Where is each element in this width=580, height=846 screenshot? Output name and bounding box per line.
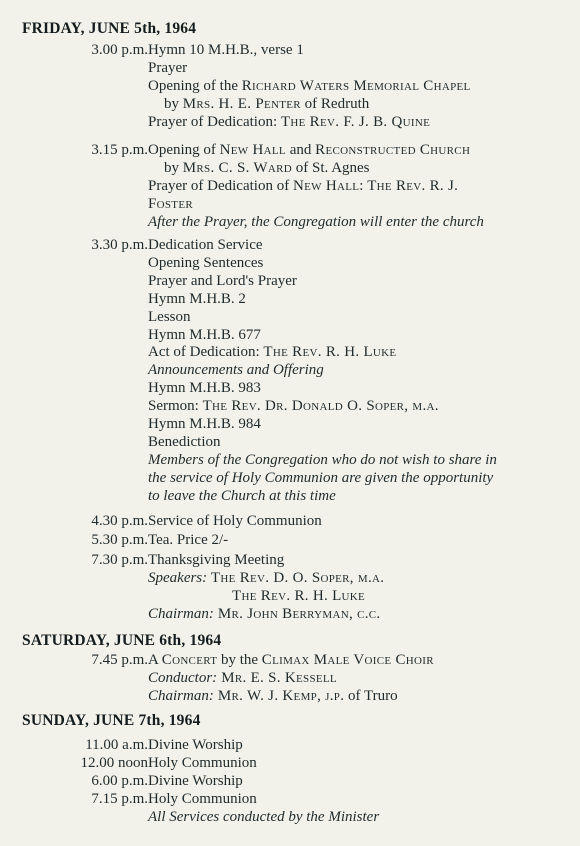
programme-line <box>148 652 434 669</box>
programme-row <box>0 362 580 380</box>
programme-line <box>148 488 336 505</box>
programme-row <box>0 513 580 531</box>
line-segment: Holy Communion <box>148 755 257 771</box>
line-segment: All Services conducted by the Minister <box>148 808 380 825</box>
line-segment: Hymn M.H.B. 677 <box>148 326 261 343</box>
programme-line <box>148 470 493 487</box>
programme-row <box>0 755 580 773</box>
line-segment: Prayer of Dedication of <box>148 177 293 194</box>
programme-row <box>0 773 580 791</box>
programme-line <box>148 570 384 587</box>
programme-line <box>148 532 228 549</box>
programme-row <box>0 434 580 452</box>
programme-row <box>0 196 580 214</box>
line-segment: Service of Holy Communion <box>148 513 322 529</box>
line-segment: Chairman: <box>148 605 214 622</box>
programme-line <box>148 688 398 705</box>
programme-line <box>164 160 370 177</box>
event-time: 6.00 p.m. <box>91 773 148 789</box>
line-segment: Mr. E. S. Kessell <box>217 669 337 686</box>
line-segment: of St. Agnes <box>292 159 370 176</box>
programme-line <box>148 255 263 272</box>
programme-line <box>148 178 458 195</box>
programme-line <box>148 380 261 397</box>
event-time: 12.00 noon <box>80 755 148 771</box>
programme-line <box>148 809 379 826</box>
line-segment: Mrs. C. S. Ward <box>182 159 293 176</box>
line-segment: Dedication Service <box>148 237 263 253</box>
programme-line <box>148 42 304 59</box>
line-segment: Hymn M.H.B. 2 <box>148 290 246 307</box>
programme-row <box>0 327 580 345</box>
programme-row <box>0 291 580 309</box>
line-segment: Hymn M.H.B. 983 <box>148 380 261 397</box>
programme-line <box>148 737 243 754</box>
programme-row <box>0 214 580 232</box>
line-segment: Mr. John Berryman, c.c. <box>213 605 381 622</box>
programme-row <box>0 737 580 755</box>
programme-row <box>0 380 580 398</box>
programme-row <box>0 273 580 291</box>
line-segment: Foster <box>148 195 193 212</box>
programme-line <box>148 60 187 77</box>
programme-row <box>0 606 580 624</box>
programme-row <box>0 142 580 160</box>
programme-row <box>0 452 580 470</box>
line-segment: by the <box>217 652 262 668</box>
programme-line <box>148 552 284 569</box>
event-time: 7.45 p.m. <box>91 652 148 668</box>
line-segment: Sermon: <box>148 398 203 415</box>
line-segment: Announcements and Offering <box>148 362 324 379</box>
line-segment: New Hall <box>219 142 286 158</box>
event-time: 7.15 p.m. <box>91 791 148 807</box>
line-segment: Hymn M.H.B. 984 <box>148 416 261 432</box>
line-segment: Reconstructed Church <box>315 142 471 158</box>
programme-row <box>0 237 580 255</box>
event-time: 5.30 p.m. <box>91 532 148 548</box>
programme-line <box>148 327 261 344</box>
line-segment: Holy Communion <box>148 791 257 807</box>
programme-line <box>148 237 263 254</box>
line-segment: the service of Holy Communion are given the opportunity <box>148 469 494 486</box>
programme-row <box>0 470 580 488</box>
programme-line <box>148 773 243 790</box>
line-segment: of Redruth <box>300 95 370 112</box>
programme-row <box>0 344 580 362</box>
programme-row <box>0 809 580 827</box>
programme-row <box>0 416 580 434</box>
line-segment: Conductor: <box>148 669 218 686</box>
programme-row <box>0 42 580 60</box>
programme-line <box>148 670 337 687</box>
programme-row <box>0 688 580 706</box>
line-segment: New Hall <box>292 177 360 194</box>
line-segment: Divine Worship <box>148 737 243 753</box>
programme-row <box>0 255 580 273</box>
programme-line <box>232 588 365 605</box>
programme-line <box>148 309 191 326</box>
line-segment: Prayer <box>148 59 188 76</box>
line-segment: The Rev. R. H. Luke <box>232 587 366 604</box>
programme-line <box>148 78 471 95</box>
programme-line <box>148 142 470 159</box>
line-segment: Lesson <box>148 308 191 325</box>
line-segment: Chairman: <box>148 687 214 704</box>
programme-line <box>148 291 246 308</box>
event-time: 11.00 a.m. <box>85 737 148 753</box>
programme-row <box>0 160 580 178</box>
line-segment: Opening of <box>148 142 220 158</box>
day-heading: FRIDAY, JUNE 5th, 1964 <box>22 20 197 37</box>
programme-row <box>0 60 580 78</box>
programme-row <box>0 78 580 96</box>
line-segment: After the Prayer, the Congregation will enter the church <box>148 213 484 230</box>
day-heading: SATURDAY, JUNE 6th, 1964 <box>22 632 222 649</box>
line-segment: Prayer of Dedication: <box>148 113 281 130</box>
programme-row <box>0 652 580 670</box>
line-segment: to leave the Church at this time <box>148 487 336 504</box>
line-segment: : <box>359 177 368 194</box>
day-heading: SUNDAY, JUNE 7th, 1964 <box>22 712 201 729</box>
line-segment: The Rev. R. J. <box>367 177 459 194</box>
programme-line <box>148 114 430 131</box>
event-time: 4.30 p.m. <box>91 513 148 529</box>
programme-row <box>0 96 580 114</box>
programme-row <box>0 488 580 506</box>
programme-row <box>0 114 580 132</box>
programme-row <box>0 588 580 606</box>
line-segment: The Rev. R. H. Luke <box>263 344 397 361</box>
line-segment: Divine Worship <box>148 773 243 789</box>
event-time: 7.30 p.m. <box>91 552 148 568</box>
line-segment: Richard Waters Memorial Chapel <box>241 77 471 94</box>
line-segment: Members of the Congregation who do not wish to share in <box>148 451 497 468</box>
line-segment: Opening of the <box>148 77 242 94</box>
line-segment: A <box>148 652 162 668</box>
line-segment: Hymn 10 M.H.B., verse 1 <box>148 42 304 58</box>
line-segment: by <box>164 159 183 176</box>
line-segment: Prayer and Lord's Prayer <box>148 272 297 289</box>
line-segment: The Rev. F. J. B. Quine <box>280 113 431 130</box>
programme-line <box>148 791 257 808</box>
programme-row <box>0 670 580 688</box>
line-segment: Tea. Price 2/- <box>148 532 229 548</box>
programme-line <box>148 416 261 433</box>
programme-line <box>148 434 220 451</box>
event-time: 3.30 p.m. <box>91 237 148 253</box>
line-segment: Concert <box>161 652 218 668</box>
line-segment: Thanksgiving Meeting <box>148 552 285 568</box>
line-segment: The Rev. Dr. Donald O. Soper, m.a. <box>202 398 439 415</box>
programme-line <box>148 214 484 231</box>
programme-row <box>0 791 580 809</box>
programme-row <box>0 532 580 550</box>
event-time: 3.00 p.m. <box>91 42 148 58</box>
line-segment: Mr. W. J. Kemp, j.p. <box>213 687 345 704</box>
line-segment: and <box>285 142 316 158</box>
line-segment: Opening Sentences <box>148 254 264 271</box>
line-segment: by <box>164 95 183 112</box>
line-segment: Benediction <box>148 433 221 450</box>
programme-line <box>148 398 439 415</box>
line-segment: Speakers: <box>148 569 208 586</box>
programme-line <box>148 755 257 772</box>
programme-row <box>0 309 580 327</box>
programme-line <box>148 606 380 623</box>
programme-row <box>0 552 580 570</box>
programme-row <box>0 570 580 588</box>
line-segment: of Truro <box>344 687 398 704</box>
line-segment: Mrs. H. E. Penter <box>182 95 301 112</box>
line-segment: Act of Dedication: <box>148 344 264 361</box>
programme-row <box>0 398 580 416</box>
event-time: 3.15 p.m. <box>91 142 148 158</box>
line-segment: Climax Male Voice Choir <box>261 652 434 668</box>
programme-line <box>148 452 497 469</box>
programme-line <box>148 273 297 290</box>
programme-line <box>148 513 322 530</box>
programme-row <box>0 178 580 196</box>
programme-line <box>164 96 369 113</box>
line-segment: The Rev. D. O. Soper, m.a. <box>207 569 385 586</box>
programme-line <box>148 344 396 361</box>
programme-line <box>148 196 193 213</box>
programme-line <box>148 362 324 379</box>
